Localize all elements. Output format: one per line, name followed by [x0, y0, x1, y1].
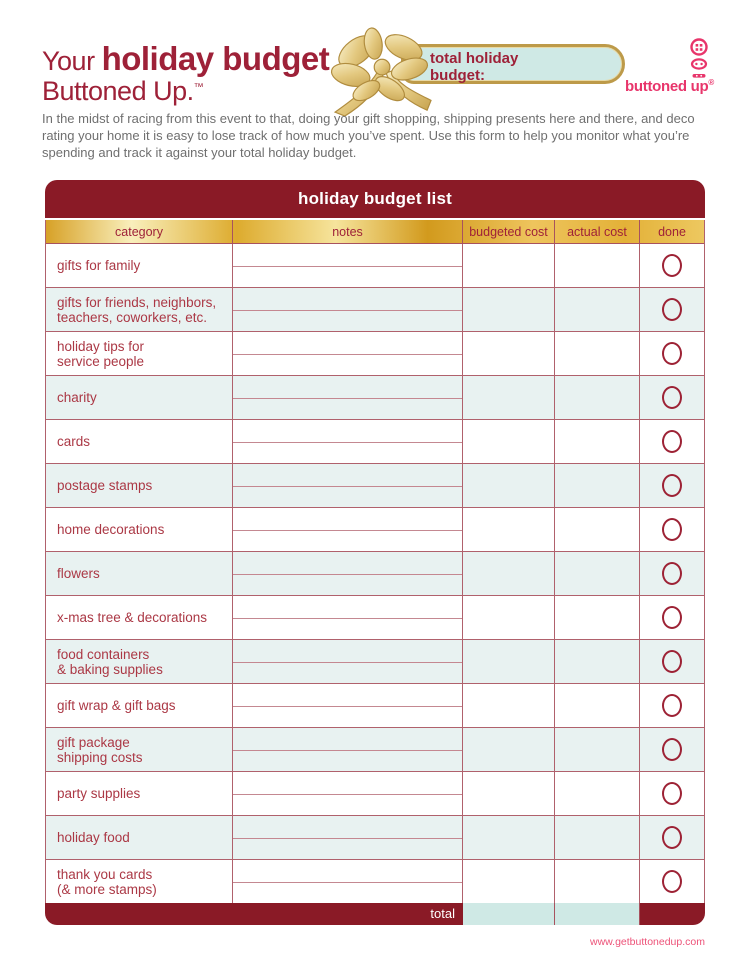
category-label: food containers — [57, 646, 150, 662]
budgeted-cost-field[interactable] — [463, 640, 555, 683]
category-label: teachers, coworkers, etc. — [57, 309, 208, 325]
intro-paragraph — [42, 110, 695, 161]
done-checkbox[interactable] — [662, 342, 682, 365]
category-cell — [46, 816, 233, 859]
done-checkbox[interactable] — [662, 298, 682, 321]
done-checkbox[interactable] — [662, 738, 682, 761]
notes-field[interactable] — [233, 244, 463, 287]
intro-line: In the midst of racing from this event to that, doing your gift shopping, shipping presents here and there, and deco — [42, 111, 695, 126]
page-title-line2: Buttoned Up.™ — [42, 76, 204, 106]
table-row — [46, 639, 704, 683]
notes-field[interactable] — [233, 728, 463, 771]
table-row — [46, 771, 704, 815]
category-label: charity — [57, 390, 97, 405]
budgeted-cost-field[interactable] — [463, 552, 555, 595]
actual-cost-field[interactable] — [555, 288, 640, 331]
title-main: holiday budget — [101, 40, 330, 77]
done-checkbox[interactable] — [662, 474, 682, 497]
notes-writing-line — [233, 310, 462, 311]
budgeted-cost-field[interactable] — [463, 244, 555, 287]
notes-writing-line — [233, 530, 462, 531]
notes-field[interactable] — [233, 508, 463, 551]
table-row — [46, 815, 704, 859]
done-cell — [640, 552, 704, 595]
actual-cost-field[interactable] — [555, 816, 640, 859]
table-body — [45, 243, 705, 903]
notes-writing-line — [233, 486, 462, 487]
total-row — [45, 903, 705, 925]
title-prefix: Your — [42, 46, 102, 76]
category-label: cards — [57, 434, 91, 449]
budgeted-cost-field[interactable] — [463, 772, 555, 815]
category-cell — [46, 640, 233, 683]
done-checkbox[interactable] — [662, 826, 682, 849]
category-label: thank you cards — [57, 866, 153, 882]
column-header-budgeted-cost: budgeted cost — [463, 220, 555, 243]
done-checkbox[interactable] — [662, 606, 682, 629]
budgeted-cost-field[interactable] — [463, 596, 555, 639]
done-cell — [640, 596, 704, 639]
registered-symbol: ® — [708, 78, 714, 87]
category-label: x-mas tree & decorations — [57, 610, 208, 625]
notes-field[interactable] — [233, 464, 463, 507]
notes-writing-line — [233, 266, 462, 267]
buttoned-up-logo — [625, 38, 716, 95]
notes-writing-line — [233, 750, 462, 751]
table-row — [46, 507, 704, 551]
table-row — [46, 551, 704, 595]
done-checkbox[interactable] — [662, 386, 682, 409]
table-row — [46, 287, 704, 331]
table-row — [46, 375, 704, 419]
category-cell — [46, 596, 233, 639]
table-row — [46, 683, 704, 727]
actual-cost-field[interactable] — [555, 464, 640, 507]
category-label: postage stamps — [57, 478, 153, 493]
actual-cost-field[interactable] — [555, 772, 640, 815]
notes-field[interactable] — [233, 552, 463, 595]
column-header-row — [45, 220, 705, 243]
notes-writing-line — [233, 794, 462, 795]
category-cell — [46, 552, 233, 595]
category-cell — [46, 508, 233, 551]
actual-cost-field[interactable] — [555, 376, 640, 419]
notes-field[interactable] — [233, 640, 463, 683]
category-label: party supplies — [57, 786, 141, 801]
actual-cost-field[interactable] — [555, 596, 640, 639]
budgeted-cost-field[interactable] — [463, 508, 555, 551]
done-cell — [640, 728, 704, 771]
done-cell — [640, 464, 704, 507]
budgeted-cost-field[interactable] — [463, 684, 555, 727]
notes-field[interactable] — [233, 332, 463, 375]
total-actual-cost-field[interactable] — [555, 903, 640, 925]
total-budget-label-line2: budget: — [430, 67, 485, 84]
done-checkbox[interactable] — [662, 562, 682, 585]
budgeted-cost-field[interactable] — [463, 860, 555, 903]
category-cell — [46, 684, 233, 727]
category-label: holiday tips for — [57, 338, 145, 354]
category-label: gifts for friends, neighbors, — [57, 294, 217, 310]
budgeted-cost-field[interactable] — [463, 728, 555, 771]
table-row — [46, 331, 704, 375]
done-cell — [640, 860, 704, 903]
website-link[interactable]: www.getbuttonedup.com — [590, 936, 705, 948]
done-cell — [640, 816, 704, 859]
budgeted-cost-field[interactable] — [463, 816, 555, 859]
notes-writing-line — [233, 882, 462, 883]
category-label: holiday food — [57, 830, 130, 845]
intro-line: spending and track it against your total holiday budget. — [42, 145, 357, 160]
category-cell — [46, 420, 233, 463]
category-label: gift wrap & gift bags — [57, 698, 176, 713]
buttoned-up-wordmark: buttoned up® — [625, 78, 714, 95]
table-title: holiday budget list — [298, 189, 452, 208]
total-budget-label-line1: total holiday — [430, 50, 519, 67]
actual-cost-field[interactable] — [555, 552, 640, 595]
holiday-budget-table — [45, 180, 705, 925]
notes-field[interactable] — [233, 772, 463, 815]
total-label: total — [430, 906, 455, 921]
trademark-symbol: ™ — [193, 82, 204, 93]
total-row-tail — [640, 903, 705, 925]
done-checkbox[interactable] — [662, 870, 682, 893]
notes-field[interactable] — [233, 860, 463, 903]
table-row — [46, 243, 704, 287]
category-cell — [46, 728, 233, 771]
budgeted-cost-field[interactable] — [463, 376, 555, 419]
intro-line: rating your home it is easy to lose track of how much you’ve spent. Use this form to help you monitor what you’re — [42, 128, 690, 143]
budgeted-cost-field[interactable] — [463, 420, 555, 463]
category-label: gifts for family — [57, 258, 141, 273]
done-checkbox[interactable] — [662, 782, 682, 805]
notes-field[interactable] — [233, 816, 463, 859]
notes-writing-line — [233, 574, 462, 575]
notes-field[interactable] — [233, 288, 463, 331]
category-label: service people — [57, 353, 145, 369]
table-row — [46, 463, 704, 507]
done-cell — [640, 772, 704, 815]
notes-writing-line — [233, 618, 462, 619]
category-label: shipping costs — [57, 749, 143, 765]
actual-cost-field[interactable] — [555, 332, 640, 375]
category-cell — [46, 332, 233, 375]
gift-bow-icon — [326, 24, 444, 118]
table-row — [46, 727, 704, 771]
budgeted-cost-field[interactable] — [463, 464, 555, 507]
category-label: gift package — [57, 734, 130, 750]
notes-field[interactable] — [233, 376, 463, 419]
total-budgeted-cost-field[interactable] — [463, 903, 555, 925]
done-checkbox[interactable] — [662, 430, 682, 453]
actual-cost-field[interactable] — [555, 684, 640, 727]
category-cell — [46, 464, 233, 507]
category-cell — [46, 376, 233, 419]
page-title — [42, 40, 329, 107]
category-cell — [46, 244, 233, 287]
notes-writing-line — [233, 442, 462, 443]
done-checkbox[interactable] — [662, 694, 682, 717]
done-checkbox[interactable] — [662, 254, 682, 277]
total-budget-value[interactable] — [518, 53, 608, 79]
done-cell — [640, 508, 704, 551]
done-cell — [640, 376, 704, 419]
done-cell — [640, 288, 704, 331]
category-cell — [46, 860, 233, 903]
column-header-done: done — [658, 224, 686, 239]
category-label: flowers — [57, 566, 100, 581]
category-label: & baking supplies — [57, 661, 163, 677]
column-header-category: category — [46, 220, 233, 243]
page-title-line1 — [42, 40, 329, 78]
notes-field[interactable] — [233, 684, 463, 727]
notes-field[interactable] — [233, 596, 463, 639]
budgeted-cost-field[interactable] — [463, 288, 555, 331]
actual-cost-field[interactable] — [555, 640, 640, 683]
table-row — [46, 419, 704, 463]
actual-cost-field[interactable] — [555, 728, 640, 771]
done-cell — [640, 332, 704, 375]
column-header-notes: notes — [233, 220, 463, 243]
done-checkbox[interactable] — [662, 650, 682, 673]
notes-field[interactable] — [233, 420, 463, 463]
notes-writing-line — [233, 838, 462, 839]
actual-cost-field[interactable] — [555, 420, 640, 463]
notes-writing-line — [233, 706, 462, 707]
notes-writing-line — [233, 354, 462, 355]
table-row — [46, 859, 704, 903]
done-cell — [640, 684, 704, 727]
table-title-band — [45, 180, 705, 218]
category-label: (& more stamps) — [57, 881, 157, 897]
notes-writing-line — [233, 398, 462, 399]
done-checkbox[interactable] — [662, 518, 682, 541]
budgeted-cost-field[interactable] — [463, 332, 555, 375]
done-cell — [640, 640, 704, 683]
category-label: home decorations — [57, 522, 165, 537]
done-cell — [640, 244, 704, 287]
actual-cost-field[interactable] — [555, 860, 640, 903]
notes-writing-line — [233, 662, 462, 663]
button-stack-icon — [688, 38, 710, 82]
done-cell — [640, 420, 704, 463]
actual-cost-field[interactable] — [555, 508, 640, 551]
category-cell — [46, 288, 233, 331]
column-header-actual-cost: actual cost — [555, 220, 640, 243]
category-cell — [46, 772, 233, 815]
table-row — [46, 595, 704, 639]
actual-cost-field[interactable] — [555, 244, 640, 287]
